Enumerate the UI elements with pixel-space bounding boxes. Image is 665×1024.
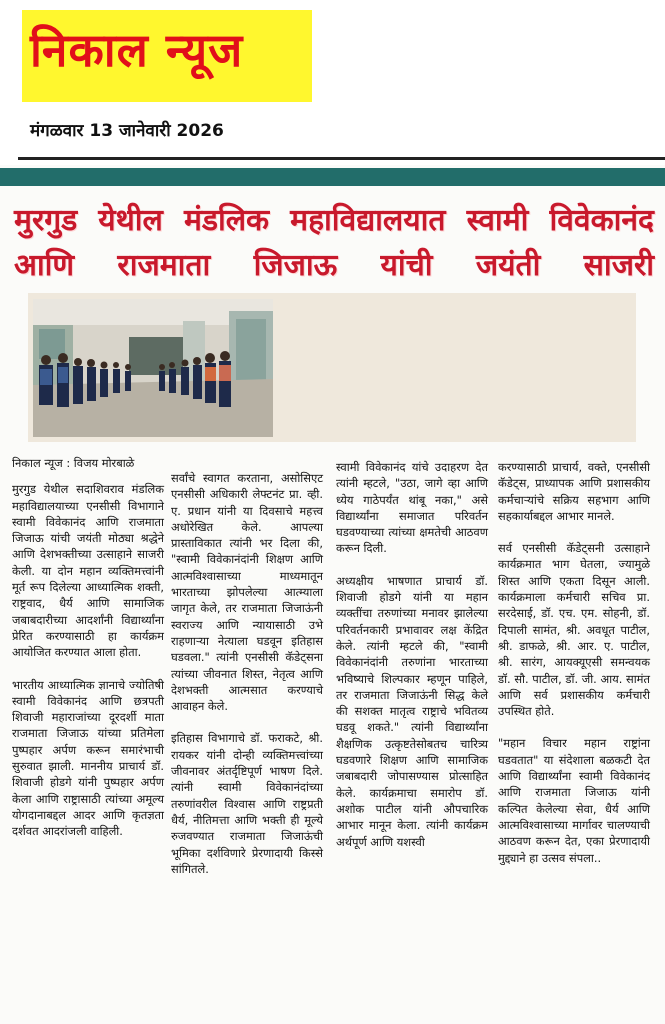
section-band xyxy=(0,168,665,186)
event-photo xyxy=(33,299,273,437)
article-column-4 xyxy=(498,459,650,882)
paragraph: अध्यक्षीय भाषणात प्राचार्य डॉ. शिवाजी होडगे यांनी या महान व्यक्तींचा तरुणांच्या मनावर झालेल्या परिवर्तनकारी प्रभावावर लक्ष केंद्रित केले. त्यांनी म्हटले की, "स्वामी विवेकानंदांनी तरुणांना भारताच्या भविष्याचे शिल्पकार म्हणून पाहिले, तर राजमाता जिजाऊंनी सिद्ध केले की सशक्त मातृत्व राष्ट्राचे भवितव्य घडवू शकते." त्यांनी विद्यार्थ्यांना शैक्षणिक उत्कृष्टतेसोबतच चारित्र्य घडवणारे शिक्षण आणि सामाजिक जबाबदारी जोपासण्यास प्रोत्साहित केले. कार्यक्रमाचा समारोप डॉ. अशोक पाटील यांनी औपचारिक आभार मानून केला. त्यांनी कार्यक्रम अर्थपूर्ण आणि यशस्वी xyxy=(336,573,488,849)
paragraph: भारतीय आध्यात्मिक ज्ञानाचे ज्योतिषी स्वामी विवेकानंद आणि छत्रपती शिवाजी महाराजांच्या दूरदर्शी माता राजमाता जिजाऊ यांच्या प्रतिमेला पुष्पहार अर्पण करून समारंभाची सुरुवात झाली. माननीय प्राचार्य डॉ. शिवाजी होडगे यांनी पुष्पहार अर्पण केला आणि राष्ट्रासाठी त्यांच्या अमूल्य योगदानाबद्दल आदर आणि कृतज्ञता दर्शवत आदरांजली वाहिली. xyxy=(12,677,164,839)
paragraph: इतिहास विभागाचे डॉ. फराकटे, श्री. रायकर यांनी दोन्ही व्यक्तिमत्त्वांच्या जीवनावर अंतर्दृष्टिपूर्ण भाषण दिले. त्यांनी स्वामी विवेकानंदांच्या तरुणांवरील विश्वास आणि राष्ट्रप्रती धैर्य, नीतिमत्ता आणि भक्ती ही मूल्ये रुजवण्यात राजमाता जिजाऊंची भूमिका दर्शविणारे प्रेरणादायी किस्से सांगितले. xyxy=(171,731,323,876)
paragraph: "महान विचार महान राष्ट्रांना घडवतात" या संदेशाला बळकटी देत आणि विद्यार्थ्यांना स्वामी विवेकानंद आणि राजमाता जिजाऊ यांनी कल्पित केलेल्या सेवा, धैर्य आणि आत्मविश्वासाच्या मार्गावर चालण्याची आठवण करून देत, एका प्रेरणादायी मुद्द्याने हा उत्सव संपला.. xyxy=(498,736,650,865)
article-column-2 xyxy=(171,470,323,893)
paragraph: स्वामी विवेकानंद यांचे उदाहरण देत त्यांनी म्हटले, "उठा, जागे व्हा आणि ध्येय गाठेपर्यंत थांबू नका," असे विद्यार्थ्यांना समाजात परिवर्तन घडवण्याच्या त्यांच्या क्षमतेची आठवण करून दिली. xyxy=(336,460,488,556)
article-headline: मुरगुड येथील मंडलिक महाविद्यालयात स्वामी विवेकानंद आणि राजमाता जिजाऊ यांची जयंती साजरी xyxy=(14,203,654,283)
paragraph: मुरगुड येथील सदाशिवराव मंडलिक महाविद्यालयाच्या एनसीसी विभागाने स्वामी विवेकानंद आणि राजमाता जिजाऊ यांची जयंती मोठ्या श्रद्धेने आणि देशभक्तीच्या उत्साहाने साजरी केली. या दोन महान व्यक्तिमत्त्वांनी मूर्त रूप दिलेल्या आध्यात्मिक शक्ती, राष्ट्रवाद, धैर्य आणि सामाजिक जबाबदारीच्या आदर्शांनी विद्यार्थ्यांना प्रेरित करण्यासाठी हा कार्यक्रम आयोजित करण्यात आला होता. xyxy=(12,482,164,660)
newspaper-logo: निकाल न्यूज xyxy=(30,23,244,77)
masthead-rule xyxy=(18,157,665,160)
paragraph: सर्व एनसीसी कॅडेट्सनी उत्साहाने कार्यक्रमात भाग घेतला, ज्यामुळे शिस्त आणि एकता दिसून आली. कार्यक्रमाला कर्मचारी सचिव प्रा. सरदेसाई, डॉ. एच. एम. सोहनी, डॉ. दिपाली सामंत, श्री. अवधूत पाटील, श्री. डाफळे, श्री. आर. ए. पाटील, श्री. सारंग, आयक्यूएसी समन्वयक डॉ. सौ. पाटील, डॉ. जी. आय. सामंत आणि सर्व प्रशासकीय कर्मचारी उपस्थित होते. xyxy=(498,541,650,719)
issue-date: मंगळवार 13 जानेवारी 2026 xyxy=(30,121,224,141)
article-column-1 xyxy=(12,455,164,856)
article-column-3 xyxy=(336,459,488,866)
byline: निकाल न्यूज : विजय मोरबाळे xyxy=(12,456,135,470)
paragraph: सर्वांचे स्वागत करताना, असोसिएट एनसीसी अधिकारी लेफ्टनंट प्रा. व्ही. ए. प्रधान यांनी या दिवसाचे महत्त्व अधोरेखित केले. आपल्या प्रास्ताविकात त्यांनी भर दिला की, "स्वामी विवेकानंदांनी शिक्षण आणि आत्मविश्वासाच्या माध्यमातून भारताच्या झोपलेल्या आत्म्याला जागृत केले, तर राजमाता जिजाऊंनी स्वराज्य आणि न्यायासाठी उभे राहणाऱ्या नेत्याला घडवून इतिहास घडवला." त्यांनी एनसीसी कॅडेट्सना त्यांच्या जीवनात शिस्त, नेतृत्व आणि देशभक्ती आत्मसात करण्याचे आवाहन केले. xyxy=(171,471,323,714)
masthead xyxy=(0,0,665,165)
paragraph: करण्यासाठी प्राचार्य, वक्ते, एनसीसी कॅडेट्स, प्राध्यापक आणि प्रशासकीय कर्मचाऱ्यांचे सक्रिय सहभाग आणि सहकार्याबद्दल आभार मानले. xyxy=(498,460,650,523)
